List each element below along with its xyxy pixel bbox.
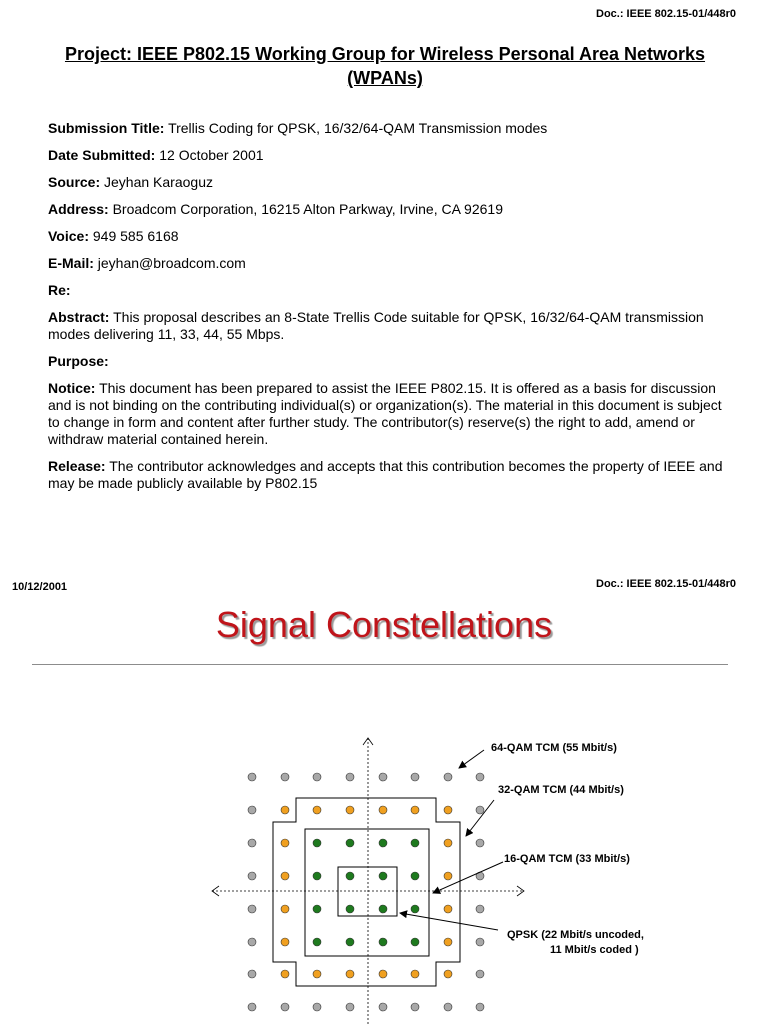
point-64qam [476,970,484,978]
point-16qam [379,872,387,880]
point-64qam [476,839,484,847]
point-16qam [379,905,387,913]
slide-title: Signal Constellations [215,604,553,645]
point-16qam [411,872,419,880]
point-32qam [444,839,452,847]
point-32qam [281,839,289,847]
point-16qam [411,938,419,946]
cover-fields [48,120,728,502]
point-64qam [411,1003,419,1011]
field-re [48,282,728,299]
arrow-64qam [459,750,484,768]
point-64qam [248,1003,256,1011]
field-notice [48,380,728,448]
point-64qam [281,1003,289,1011]
field-value: This document has been prepared to assist the IEEE P802.15. It is offered as a basis for discussion and is not binding on the contributing individual(s) or organization(s). The material in this document is subject to change in form and content after further study. The contributor(s) reserve(s) the right to add, amend or withdraw material contained herein. [48,380,722,447]
field-value: Broadcom Corporation, 16215 Alton Parkway, Irvine, CA 92619 [112,201,503,217]
point-32qam [379,806,387,814]
title-divider [32,664,728,665]
arrow-16qam [433,862,503,893]
point-64qam [346,773,354,781]
arrow-32qam [466,800,494,836]
point-32qam [313,970,321,978]
point-16qam [346,839,354,847]
field-submission-title [48,120,728,137]
point-16qam [379,938,387,946]
point-16qam [346,938,354,946]
field-label: Release: [48,458,106,474]
point-64qam [281,773,289,781]
field-value: The contributor acknowledges and accepts that this contribution becomes the property of IEEE and may be made publicly available by P802.15 [48,458,723,491]
point-64qam [476,1003,484,1011]
point-16qam [346,872,354,880]
point-32qam [346,970,354,978]
point-32qam [313,806,321,814]
constellation-diagram [0,720,768,1024]
field-label: E-Mail: [48,255,94,271]
point-32qam [281,938,289,946]
field-purpose [48,353,728,370]
point-64qam [313,773,321,781]
field-label: Re: [48,282,71,298]
point-64qam [476,905,484,913]
field-label: Address: [48,201,109,217]
constellation-points [248,773,484,1011]
point-64qam [248,905,256,913]
point-32qam [411,970,419,978]
slide-date: 10/12/2001 [12,581,68,593]
point-32qam [444,905,452,913]
field-abstract [48,309,728,343]
point-32qam [346,806,354,814]
point-32qam [379,970,387,978]
field-label: Abstract: [48,309,110,325]
field-label: Notice: [48,380,96,396]
point-16qam [346,905,354,913]
point-16qam [313,839,321,847]
slide-doc-number: Doc.: IEEE 802.15-01/448r0 [596,578,737,590]
point-32qam [281,806,289,814]
point-64qam [248,970,256,978]
label-qpsk-line1: QPSK (22 Mbit/s uncoded, [507,929,644,941]
point-16qam [379,839,387,847]
point-64qam [379,773,387,781]
point-64qam [379,1003,387,1011]
field-value: 949 585 6168 [92,228,179,244]
field-voice [48,228,728,245]
point-16qam [313,872,321,880]
field-value[interactable]: jeyhan@broadcom.com [97,255,246,271]
field-date-submitted [48,147,728,164]
boundary-32qam [273,798,460,986]
cover-title: Project: IEEE P802.15 Working Group for Wireless Personal Area Networks (WPANs) [64,44,706,88]
point-64qam [444,773,452,781]
cover-doc-number: Doc.: IEEE 802.15-01/448r0 [596,8,737,20]
label-16qam: 16-QAM TCM (33 Mbit/s) [504,853,630,865]
field-value: This proposal describes an 8-State Trellis Code suitable for QPSK, 16/32/64-QAM transmission modes delivering 11, 33, 44, 55 Mbps. [48,309,704,342]
point-64qam [313,1003,321,1011]
point-64qam [248,938,256,946]
point-64qam [476,806,484,814]
label-64qam: 64-QAM TCM (55 Mbit/s) [491,742,617,754]
point-32qam [444,938,452,946]
field-label: Date Submitted: [48,147,156,163]
field-label: Voice: [48,228,89,244]
point-16qam [411,839,419,847]
field-value: 12 October 2001 [159,147,264,163]
point-32qam [411,806,419,814]
field-label: Source: [48,174,101,190]
field-release [48,458,728,492]
point-64qam [248,773,256,781]
field-address [48,201,728,218]
point-64qam [248,839,256,847]
point-64qam [248,806,256,814]
point-32qam [281,872,289,880]
field-value: Trellis Coding for QPSK, 16/32/64-QAM Transmission modes [168,120,548,136]
label-qpsk-line2: 11 Mbit/s coded ) [550,944,639,956]
field-label: Submission Title: [48,120,165,136]
point-64qam [444,1003,452,1011]
field-email [48,255,728,272]
field-label: Purpose: [48,353,109,369]
point-64qam [248,872,256,880]
point-32qam [444,806,452,814]
point-32qam [444,872,452,880]
point-32qam [281,970,289,978]
point-64qam [411,773,419,781]
point-16qam [313,905,321,913]
boundary-16qam [305,829,429,956]
field-source [48,174,728,191]
point-32qam [444,970,452,978]
point-32qam [281,905,289,913]
point-64qam [476,773,484,781]
point-16qam [313,938,321,946]
point-16qam [411,905,419,913]
label-32qam: 32-QAM TCM (44 Mbit/s) [498,784,624,796]
point-64qam [346,1003,354,1011]
arrow-qpsk [400,913,498,930]
point-64qam [476,938,484,946]
field-value: Jeyhan Karaoguz [104,174,213,190]
